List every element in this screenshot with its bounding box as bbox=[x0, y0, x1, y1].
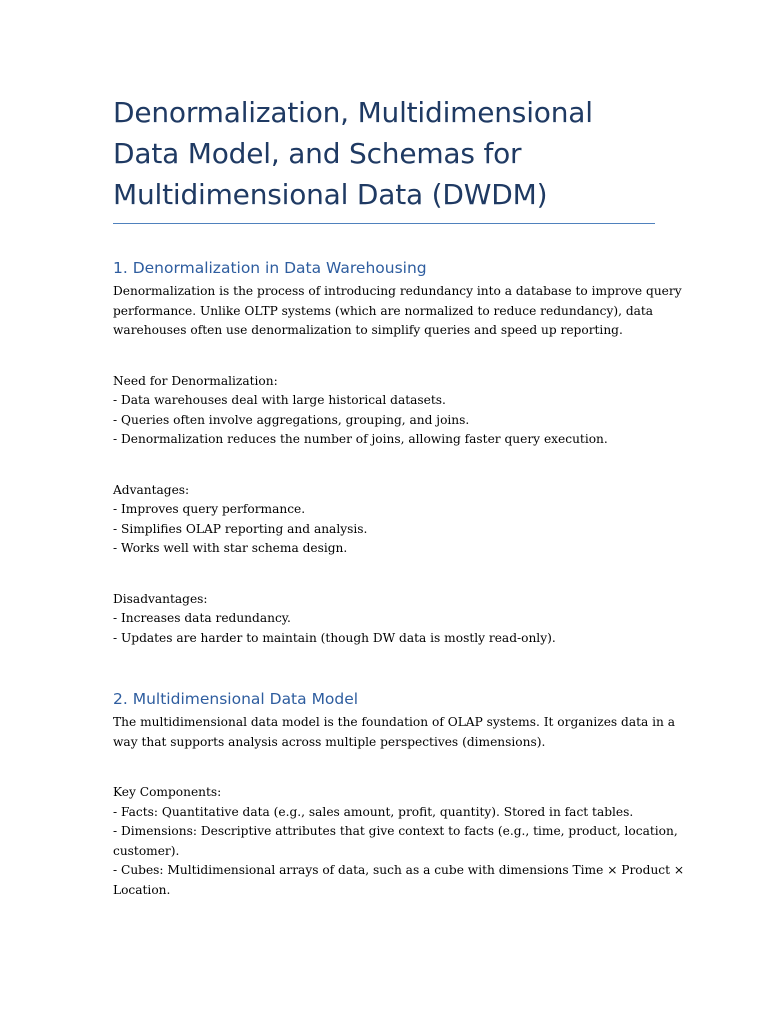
paragraph-line: The multidimensional data model is the foundation of OLAP systems. It organizes data in a bbox=[113, 715, 676, 729]
list-label: Need for Denormalization: bbox=[113, 373, 278, 388]
list-item: - Updates are harder to maintain (though DW data is mostly read-only). bbox=[113, 630, 556, 645]
section-intro-paragraph bbox=[113, 713, 676, 752]
list-item: - Facts: Quantitative data (e.g., sales amount, profit, quantity). Stored in fact tables. bbox=[113, 804, 634, 819]
document-body bbox=[113, 92, 685, 900]
key-components-list bbox=[113, 783, 685, 900]
list-item: - Improves query performance. bbox=[113, 502, 306, 516]
list-item-continuation: Location. bbox=[113, 882, 171, 897]
list-item: - Queries often involve aggregations, grouping, and joins. bbox=[113, 412, 470, 427]
list-label: Disadvantages: bbox=[113, 591, 208, 606]
advantages-list bbox=[113, 481, 655, 559]
list-item: - Works well with star schema design. bbox=[113, 541, 348, 555]
list-item: - Cubes: Multidimensional arrays of data, such as a cube with dimensions Time × Product × bbox=[113, 863, 685, 877]
list-item-continuation: customer). bbox=[113, 843, 180, 858]
section-heading-multidimensional-model: 2. Multidimensional Data Model bbox=[113, 690, 359, 708]
paragraph-line: way that supports analysis across multiple perspectives (dimensions). bbox=[113, 734, 546, 749]
need-for-denormalization-list bbox=[113, 372, 655, 450]
list-item: - Simplifies OLAP reporting and analysis. bbox=[113, 521, 368, 536]
title-line: Multidimensional Data (DWDM) bbox=[113, 178, 548, 211]
paragraph-line: Denormalization is the process of introducing redundancy into a database to improve query bbox=[113, 284, 682, 298]
document-title bbox=[113, 92, 655, 215]
title-line: Data Model, and Schemas for bbox=[113, 137, 522, 170]
list-item: - Increases data redundancy. bbox=[113, 611, 291, 625]
list-label: Key Components: bbox=[113, 785, 222, 799]
list-item: - Dimensions: Descriptive attributes that give context to facts (e.g., time, product, location, bbox=[113, 824, 678, 838]
disadvantages-list bbox=[113, 590, 655, 649]
list-item: - Denormalization reduces the number of joins, allowing faster query execution. bbox=[113, 432, 608, 446]
list-item: - Data warehouses deal with large historical datasets. bbox=[113, 393, 446, 407]
title-line: Denormalization, Multidimensional bbox=[113, 96, 593, 129]
title-underline-divider bbox=[113, 223, 655, 224]
section-heading-denormalization: 1. Denormalization in Data Warehousing bbox=[113, 259, 427, 277]
list-label: Advantages: bbox=[113, 482, 190, 497]
paragraph-line: performance. Unlike OLTP systems (which are normalized to reduce redundancy), data bbox=[113, 303, 654, 318]
section-intro-paragraph bbox=[113, 282, 682, 341]
paragraph-line: warehouses often use denormalization to simplify queries and speed up reporting. bbox=[113, 323, 623, 337]
